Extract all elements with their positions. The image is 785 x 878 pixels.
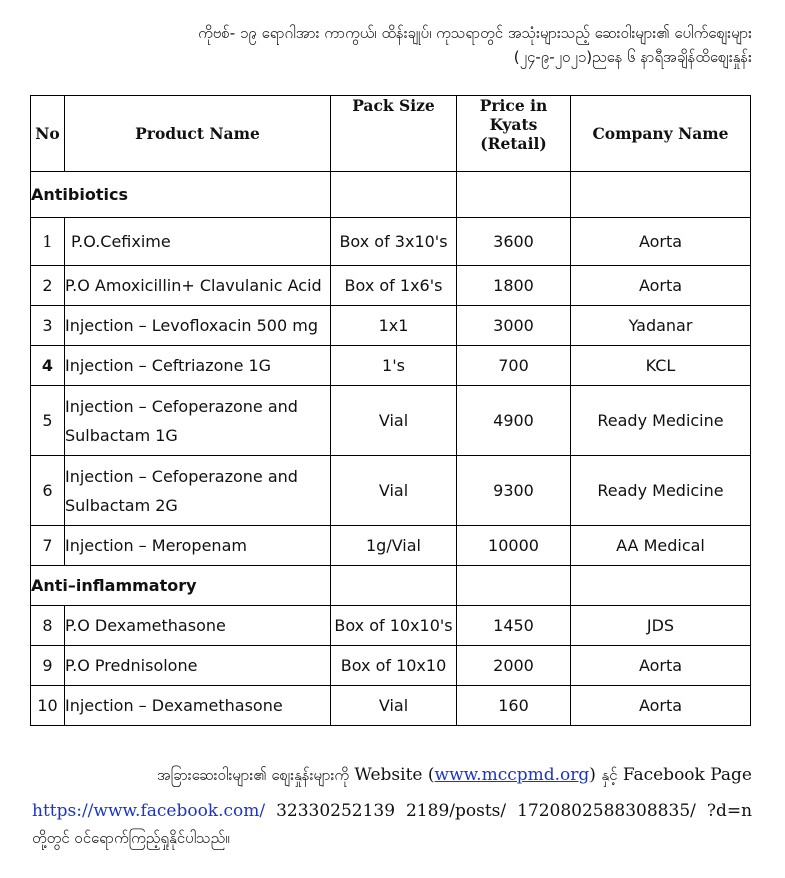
cell-product-name: P.O Amoxicillin+ Clavulanic Acid — [65, 266, 331, 306]
empty-cell — [331, 566, 457, 606]
cell-price: 3000 — [457, 306, 571, 346]
header-pack-size: Pack Size — [331, 96, 457, 172]
cell-price: 9300 — [457, 456, 571, 526]
cell-product-name: Injection – Dexamethasone — [65, 686, 331, 726]
category-row-antibiotics — [31, 172, 751, 218]
cell-company: Ready Medicine — [571, 386, 751, 456]
table-row — [31, 218, 751, 266]
cell-company: AA Medical — [571, 526, 751, 566]
table-row — [31, 686, 751, 726]
cell-price: 2000 — [457, 646, 571, 686]
category-label: Anti–inflammatory — [31, 566, 331, 606]
cell-pack-size: Vial — [331, 456, 457, 526]
table-row — [31, 346, 751, 386]
category-label: Antibiotics — [31, 172, 331, 218]
category-row-anti-inflammatory — [31, 566, 751, 606]
product-name-text: P.O.Cefixime — [71, 232, 171, 251]
cell-product-name: Injection – Ceftriazone 1G — [65, 346, 331, 386]
cell-no: 9 — [31, 646, 65, 686]
empty-cell — [571, 566, 751, 606]
cell-company: KCL — [571, 346, 751, 386]
header-product-name: Product Name — [65, 96, 331, 172]
cell-pack-size: Box of 3x10's — [331, 218, 457, 266]
product-name-line-2: Sulbactam 2G — [65, 495, 178, 515]
cell-no: 4 — [31, 346, 65, 386]
table-header-row — [31, 96, 751, 172]
cell-product-name: Injection – Meropenam — [65, 526, 331, 566]
cell-price: 1800 — [457, 266, 571, 306]
table-row — [31, 646, 751, 686]
cell-product-name: P.O Dexamethasone — [65, 606, 331, 646]
facebook-id: 32330252139 2189/posts/ — [276, 801, 507, 821]
website-link[interactable]: www.mccpmd.org — [434, 765, 590, 785]
price-table — [30, 95, 751, 726]
cell-company: Ready Medicine — [571, 456, 751, 526]
footer-line-1 — [76, 763, 752, 787]
cell-product-name: Injection – Levofloxacin 500 mg — [65, 306, 331, 346]
empty-cell — [331, 172, 457, 218]
product-name-line-1: Injection – Cefoperazone and — [65, 466, 298, 486]
cell-price: 700 — [457, 346, 571, 386]
facebook-query: ?d=n — [706, 801, 753, 821]
cell-product-name: P.O Prednisolone — [65, 646, 331, 686]
table-row — [31, 306, 751, 346]
cell-pack-size: Vial — [331, 386, 457, 456]
open-paren: ( — [427, 765, 435, 785]
empty-cell — [571, 172, 751, 218]
and-word: နှင့် — [601, 766, 618, 784]
cell-price: 1450 — [457, 606, 571, 646]
cell-pack-size: Box of 10x10's — [331, 606, 457, 646]
cell-price: 10000 — [457, 526, 571, 566]
cell-no: 1 — [31, 218, 65, 266]
close-paren: ) — [589, 765, 596, 785]
facebook-post: 1720802588308835/ — [517, 801, 696, 821]
table-row — [31, 456, 751, 526]
cell-no: 8 — [31, 606, 65, 646]
cell-product-name — [65, 218, 331, 266]
header-price-line-2: Kyats — [489, 115, 538, 134]
cell-price: 3600 — [457, 218, 571, 266]
cell-pack-size: Vial — [331, 686, 457, 726]
footer-closing: တို့တွင် ဝင်ရောက်ကြည့်ရှုနိုင်ပါသည်။ — [32, 829, 230, 847]
cell-price: 160 — [457, 686, 571, 726]
cell-pack-size: 1x1 — [331, 306, 457, 346]
empty-cell — [457, 566, 571, 606]
header-no: No — [31, 96, 65, 172]
document-title-line-2: (၂၄-၉-၂၀၂၁)ညနေ ၆ နာရီအချိန်ထိစျေးနှုန်း — [513, 48, 752, 66]
table-row — [31, 386, 751, 456]
facebook-link[interactable]: https://www.facebook.com/ — [32, 801, 266, 821]
cell-pack-size: Box of 1x6's — [331, 266, 457, 306]
cell-product-name — [65, 386, 331, 456]
cell-pack-size: 1's — [331, 346, 457, 386]
facebook-page-label: Facebook Page — [622, 765, 752, 785]
footer-line-2 — [32, 799, 752, 823]
cell-no: 6 — [31, 456, 65, 526]
cell-no: 5 — [31, 386, 65, 456]
product-name-line-1: Injection – Cefoperazone and — [65, 396, 298, 416]
header-price-line-1: Price in — [479, 96, 548, 115]
footer-intro: အခြားဆေးဝါးများ၏ စျေးနှုန်းများကို — [156, 766, 349, 784]
header-price-line-3: (Retail) — [480, 134, 547, 153]
cell-pack-size: Box of 10x10 — [331, 646, 457, 686]
cell-no: 3 — [31, 306, 65, 346]
cell-company: Aorta — [571, 266, 751, 306]
cell-product-name — [65, 456, 331, 526]
table-row — [31, 606, 751, 646]
empty-cell — [457, 172, 571, 218]
table-row — [31, 526, 751, 566]
document-title-line-1: ကိုဗစ်- ၁၉ ရောဂါအား ကာကွယ်၊ ထိန်းချုပ်၊ ကုသရာတွင် အသုံးများသည့် ဆေးဝါးများ၏ ပေါက်စျေးများ — [198, 24, 752, 42]
header-company-name: Company Name — [571, 96, 751, 172]
cell-company: Aorta — [571, 646, 751, 686]
website-label: Website — [354, 765, 423, 785]
header-price — [457, 96, 571, 172]
cell-company: Aorta — [571, 218, 751, 266]
cell-pack-size: 1g/Vial — [331, 526, 457, 566]
product-name-line-2: Sulbactam 1G — [65, 425, 178, 445]
table-row — [31, 266, 751, 306]
cell-price: 4900 — [457, 386, 571, 456]
cell-company: Yadanar — [571, 306, 751, 346]
cell-company: Aorta — [571, 686, 751, 726]
cell-no: 10 — [31, 686, 65, 726]
cell-no: 7 — [31, 526, 65, 566]
cell-company: JDS — [571, 606, 751, 646]
cell-no: 2 — [31, 266, 65, 306]
